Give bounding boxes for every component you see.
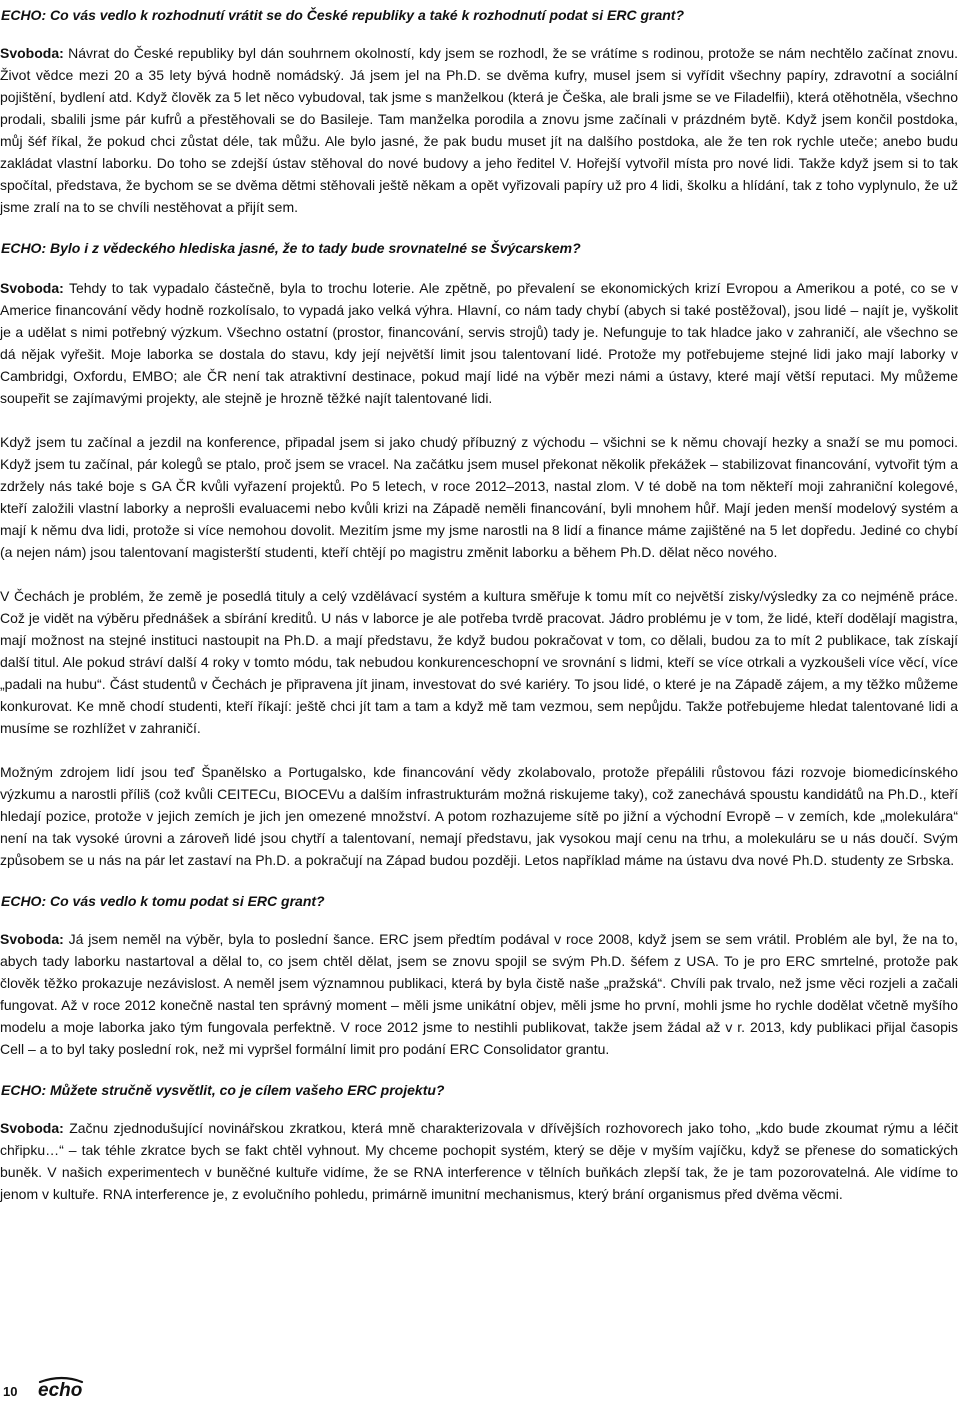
interview-question: ECHO: Můžete stručně vysvětlit, co je cílem vašeho ERC projektu? bbox=[1, 1082, 445, 1098]
answer-paragraph bbox=[0, 42, 958, 218]
page-number: 10 bbox=[3, 1384, 18, 1399]
interview-question: ECHO: Co vás vedlo k tomu podat si ERC grant? bbox=[1, 893, 325, 909]
speaker-label: Svoboda: bbox=[0, 1120, 64, 1136]
answer-text: Tehdy to tak vypadalo částečně, byla to trochu loterie. Ale zpětně, po převalení se ekonomických krizí Evropou a Amerikou a poté, co se v Americe financování vědy hodně rozkolísalo, to vypadá jako velká výhra. Hlavní, co nám tady chybí (abych si také postěžoval), jsou lidé – najít je, vyškolit je a udělat s nimi potřebný výzkum. Všechno ostatní (prostor, financování, servis strojů) tady je. Nefunguje to tak hladce jako v zahraničí, ale všechno se dá nějak vyřešit. Moje laborka se dostala do stavu, kdy její největší limit jsou talentovaní lidé. Protože my potřebujeme stejné lidi jako mají laborky v Cambridgi, Oxfordu, EMBO; ale ČR není tak atraktivní destinace, pokud mají lidé na výběr mezi námi a ústavy, které mají větší reputaci. My můžeme soupeřit se zajímavými projekty, ale stejně je hrozně těžké najít talentované lidi. bbox=[0, 280, 958, 406]
answer-paragraph bbox=[0, 277, 958, 409]
answer-paragraph bbox=[0, 928, 958, 1060]
answer-paragraph bbox=[0, 1117, 958, 1205]
interview-question: ECHO: Bylo i z vědeckého hlediska jasné, že to tady bude srovnatelné se Švýcarskem? bbox=[1, 240, 581, 256]
echo-logo-icon bbox=[38, 1376, 84, 1404]
answer-text: Já jsem neměl na výběr, byla to poslední šance. ERC jsem předtím podával v roce 2008, když jsem se sem vrátil. Problém ale byl, že na to, abych tady laborku nastartoval a dělal to, co jsem chtěl dělat, jsem se znovu spojil se svým Ph.D. šéfem z USA. To je pro ERC smrtelné, protože pak člověk těžko prokazuje nezávislost. A neměl jsem významnou publikaci, která by byla čistě naše „pražská“. Chvíli pak trvalo, než jsme věci rozjeli a začali fungovat. Až v roce 2012 konečně nastal ten správný moment – měli jsme unikátní objev, měli jsme ho první, mohli jsme ho rychle dodělat včetně myšího modelu a moje laborka jako tým fungovala perfektně. V roce 2012 jsme to nestihli publikovat, takže jsem žádal až v r. 2013, kdy publikaci přijal časopis Cell – a to byl taky poslední rok, než mi vypršel formální limit pro podání ERC Consolidator grantu. bbox=[0, 931, 958, 1057]
speaker-label: Svoboda: bbox=[0, 45, 64, 61]
svg-text:echo: echo bbox=[38, 1380, 83, 1401]
interview-question: ECHO: Co vás vedlo k rozhodnutí vrátit se do České republiky a také k rozhodnutí podat si ERC grant? bbox=[1, 7, 685, 23]
page-footer bbox=[0, 1376, 200, 1404]
answer-text: Začnu zjednodušující novinářskou zkratkou, která mně charakterizovala v dřívějších rozhovorech jako toho, „kdo bude zkoumat rýmu a léčit chřipku…“ – tak téhle zkratce bych se fakt chtěl vyhnout. My chceme pochopit systém, který se děje v myším vajíčku, když se přenese do somatických buněk. V našich experimentech v buněčné kultuře vidíme, že se RNA interference v tělních buňkách zlepší tak, že je tam pozorovatelná. Ale vidíme to jenom v kultuře. RNA interference je, z evolučního pohledu, primárně imunitní mechanismus, který brání organismus před dvěma věcmi. bbox=[0, 1120, 958, 1202]
speaker-label: Svoboda: bbox=[0, 931, 64, 947]
body-paragraph: Když jsem tu začínal a jezdil na konference, připadal jsem si jako chudý příbuzný z východu – všichni se k němu chovají hezky a snaží se mu pomoci. Když jsem tu začínal, pár kolegů se ptalo, proč jsem se vracel. Na začátku jsem musel překonat několik překážek – stabilizovat financování, vytvořit tým a zdržely nás také boje s GA ČR kvůli vyřazení projektů. Po 5 letech, v roce 2012–2013, nastal zlom. V té době na tom někteří moji zahraniční kolegové, kteří založili vlastní laborky a neprošli evaluacemi nebo kvůli krizi na Západě neměli financování, byli mnohem hůř. Mají jeden menší modelový systém a mají k němu dva lidi, protože si více nemohou dovolit. Mezitím jsme my jsme narostli na 8 lidí a finance máme zajištěné na 5 let dopředu. Jediné co chybí (a nejen nám) jsou talentovaní magisterští studenti, kteří chtějí po magistru změnit laborku a během Ph.D. dělat něco nového. bbox=[0, 434, 958, 560]
body-paragraph: V Čechách je problém, že země je posedlá tituly a celý vzdělávací systém a kultura směřuje k tomu mít co největší zisky/výsledky za co nejméně práce. Což je vidět na výběru přednášek a sbírání kreditů. U nás v laborce je ale potřeba tvrdě pracovat. Jádro problému je v tom, že lidé, kteří dodělají magistra, mají možnost na stejné instituci nastoupit na Ph.D. a mají představu, že když budou pokračovat v tom, co dělali, budou za to mít 2 publikace, tak získají další titul. Ale pokud stráví další 4 roky v tomto módu, tak nebudou konkurenceschopní ve srovnání s lidmi, kteří se více otrkali a vyzkoušeli více věcí, více „padali na hubu“. Část studentů v Čechách je připravena jít jinam, investovat do své kariéry. To jsou lidé, o které je na Západě zájem, a my těžko můžeme konkurovat. Ke mně chodí studenti, kteří říkají: ještě chci jít tam a tam a když mě tam vezmou, sem nepůjdu. Takže potřebujeme hledat talentované lidi a musíme se rozhlížet v zahraničí. bbox=[0, 588, 958, 736]
answer-text: Návrat do České republiky byl dán souhrnem okolností, kdy jsem se rozhodl, že se vrátíme s rodinou, protože se nám nechtělo začínat znovu. Život vědce mezi 20 a 35 lety bývá hodně nomádský. Já jsem jel na Ph.D. se dvěma kufry, musel jsem si vyřídit všechny papíry, zdravotní a sociální pojištění, bydlení atd. Když člověk za 5 let něco vybudoval, tak jsme s manželkou (která je Češka, ale brali jsme se ve Filadelfii), která otěhotněla, všechno prodali, sbalili jsme pár kufrů a přestěhovali se do Basileje. Tam manželka porodila a znovu jsme začínali v prázdném bytě. Když jsem končil postdoka, můj šéf říkal, že pokud chci zůstat déle, tak můžu. Ale bylo jasné, že pak budu muset jít na dalšího postdoka, ale že ten rok rychle uteče; anebo budu zakládat vlastní laborku. Do toho se zdejší ústav stěhoval do nové budovy a jeho ředitel V. Hořejší vytvořil místa pro nové lidi. Takže když jsem si to tak spočítal, představa, že bychom se se dvěma dětmi stěhovali ještě někam a opět vyřizovali papíry už pro 4 lidi, školku a hlídání, tak z toho vyplynulo, že už jsme zralí na to se chvíli nestěhovat a přijít sem. bbox=[0, 45, 958, 215]
speaker-label: Svoboda: bbox=[0, 280, 64, 296]
body-paragraph: Možným zdrojem lidí jsou teď Španělsko a Portugalsko, kde financování vědy zkolabovalo, protože přepálili růstovou fázi rozvoje biomedicínského výzkumu a narostli příliš (což kvůli CEITECu, BIOCEVu a dalším infrastrukturám možná riskujeme taky), což zanechává spoustu kandidátů na Ph.D., kteří hledají pozice, protože v jejich zemích je jich jen omezené množství. A potom rozhazujeme sítě po jižní a východní Evropě – v zemích, kde „molekulára“ není na tak vysoké úrovni a zároveň lidé jsou chytří a talentovaní, nemají představu, jak vysokou mají cenu na trhu, a molekuláru se u nás doučí. Svým způsobem se u nás na pár let zastaví na Ph.D. a pokračují na Západ budou později. Letos například máme na ústavu dva nové Ph.D. studenty ze Srbska. bbox=[0, 764, 958, 868]
